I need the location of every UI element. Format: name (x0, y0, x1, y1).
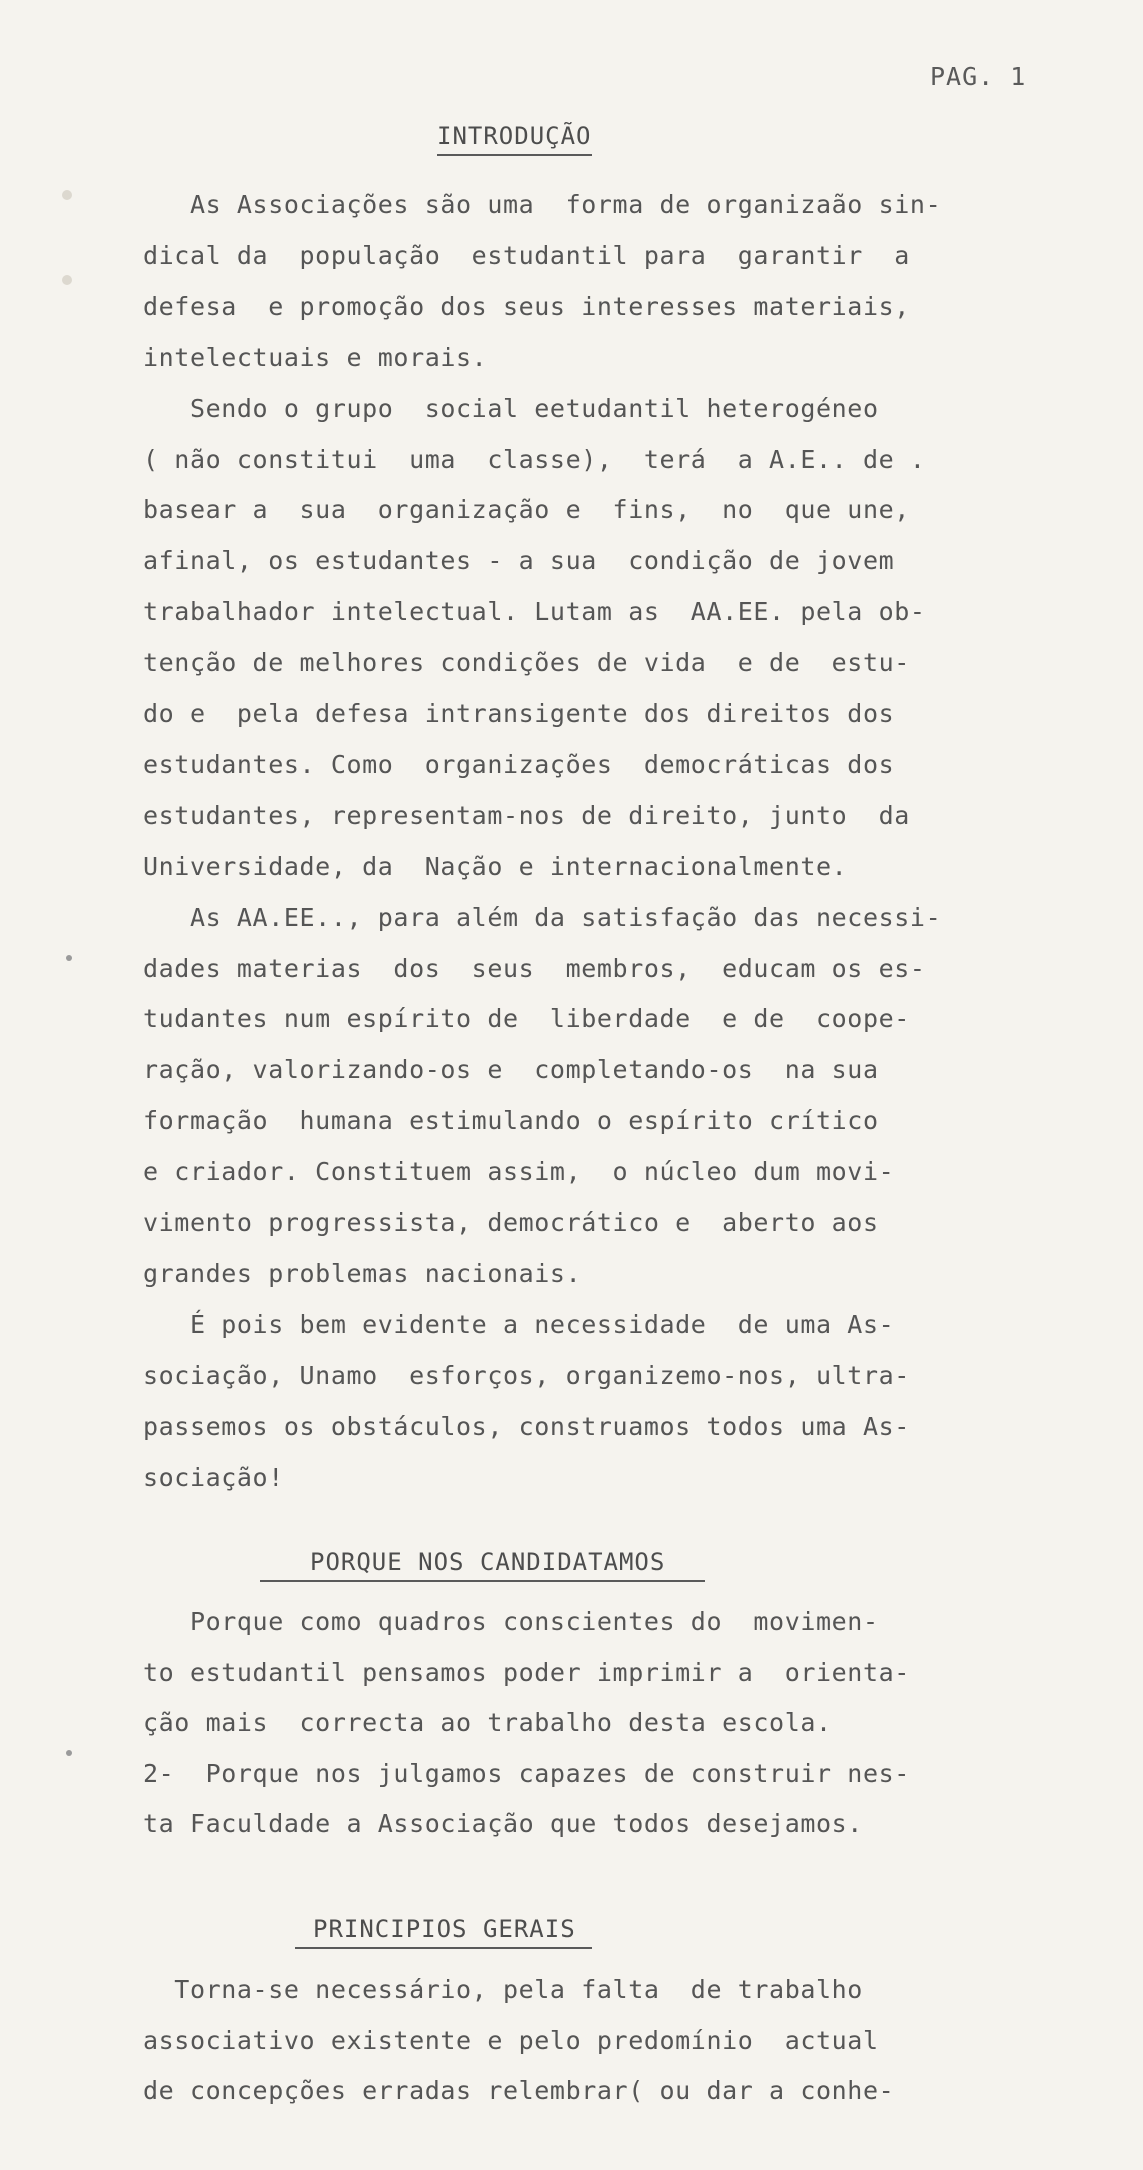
text-line: estudantes. Como organizações democráticas dos (143, 750, 895, 779)
text-line: do e pela defesa intransigente dos direitos dos (143, 699, 895, 728)
text-line: vimento progressista, democrático e aberto aos (143, 1208, 879, 1237)
text-line: Porque como quadros conscientes do movimen- (143, 1607, 879, 1636)
text-line: passemos os obstáculos, construamos todos uma As- (143, 1412, 910, 1441)
heading-underline (437, 154, 592, 156)
text-line: 2- Porque nos julgamos capazes de construir nes- (143, 1759, 910, 1788)
text-line: ( não constitui uma classe), terá a A.E.. de . (143, 445, 926, 474)
text-line: ção mais correcta ao trabalho desta escola. (143, 1708, 832, 1737)
text-line: As AA.EE.., para além da satisfação das necessi- (143, 903, 942, 932)
page-number: PAG. 1 (930, 62, 1027, 91)
text-line: de concepções erradas relembrar( ou dar a conhe- (143, 2076, 895, 2105)
section-heading-porque-nos-candidatamos: PORQUE NOS CANDIDATAMOS (310, 1548, 665, 1576)
text-line: associativo existente e pelo predomínio actual (143, 2026, 879, 2055)
text-line: trabalhador intelectual. Lutam as AA.EE. pela ob- (143, 597, 926, 626)
text-line: basear a sua organização e fins, no que une, (143, 495, 910, 524)
text-line: to estudantil pensamos poder imprimir a orienta- (143, 1658, 910, 1687)
text-line: e criador. Constituem assim, o núcleo dum movi- (143, 1157, 895, 1186)
heading-underline (260, 1580, 705, 1582)
text-line: grandes problemas nacionais. (143, 1259, 582, 1288)
text-line: tudantes num espírito de liberdade e de coope- (143, 1004, 910, 1033)
text-line: estudantes, representam-nos de direito, junto da (143, 801, 910, 830)
text-line: afinal, os estudantes - a sua condição de jovem (143, 546, 895, 575)
text-line: É pois bem evidente a necessidade de uma As- (143, 1310, 895, 1339)
section-heading-introducao: INTRODUÇÃO (437, 122, 592, 150)
section-heading-principios-gerais: PRINCIPIOS GERAIS (313, 1915, 576, 1943)
text-line: Torna-se necessário, pela falta de trabalho (143, 1975, 863, 2004)
text-line: ta Faculdade a Associação que todos desejamos. (143, 1809, 863, 1838)
text-line: dical da população estudantil para garantir a (143, 241, 910, 270)
margin-dot (66, 955, 72, 961)
punch-hole-mark (62, 190, 72, 200)
text-line: tenção de melhores condições de vida e de estu- (143, 648, 910, 677)
text-line: intelectuais e morais. (143, 343, 488, 372)
text-line: Sendo o grupo social eetudantil heterogéneo (143, 394, 879, 423)
punch-hole-mark (62, 275, 72, 285)
text-line: Universidade, da Nação e internacionalmente. (143, 852, 848, 881)
text-line: defesa e promoção dos seus interesses materiais, (143, 292, 910, 321)
text-line: sociação, Unamo esforços, organizemo-nos, ultra- (143, 1361, 910, 1390)
text-line: dades materias dos seus membros, educam os es- (143, 954, 926, 983)
text-line: formação humana estimulando o espírito crítico (143, 1106, 879, 1135)
text-line: ração, valorizando-os e completando-os na sua (143, 1055, 879, 1084)
margin-dot (66, 1750, 72, 1756)
text-line: As Associações são uma forma de organizaão sin- (143, 190, 942, 219)
text-line: sociação! (143, 1463, 284, 1492)
heading-underline (295, 1947, 592, 1949)
